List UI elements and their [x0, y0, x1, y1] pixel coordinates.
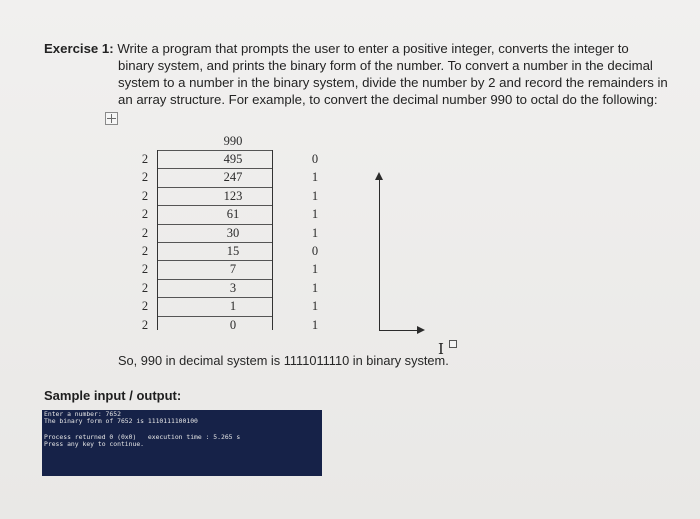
conclusion-text: So, 990 in decimal system is 1111011110 in binary system.: [118, 353, 449, 368]
quotient: 3: [229, 280, 237, 295]
remainder: 1: [311, 225, 319, 240]
console-output: [42, 410, 322, 476]
division-rule: [157, 260, 273, 261]
remainder: 1: [311, 280, 319, 295]
console-line: Enter a number: 7652: [44, 410, 121, 418]
quotient: 7: [229, 262, 237, 277]
divisor: 2: [141, 244, 149, 258]
quotient: 0: [229, 317, 237, 332]
console-line: Press any key to continue.: [44, 440, 145, 449]
divisor: 2: [141, 188, 149, 203]
quotient: 247: [223, 170, 243, 185]
divider-mid: [272, 150, 273, 330]
divisor: 2: [141, 207, 149, 222]
quotient: 30: [226, 225, 240, 240]
division-rule: [157, 187, 273, 188]
exercise-line-4: an array structure. For example, to convert the decimal number 990 to octal do the following:: [118, 92, 658, 107]
remainder: 1: [311, 170, 319, 185]
arrow-shaft-horizontal: [379, 330, 419, 331]
divisor: 2: [141, 170, 149, 185]
right-arrow-icon: [417, 326, 425, 334]
quotient: 123: [223, 188, 243, 203]
divider-left: [157, 150, 158, 330]
quotient: 1: [229, 299, 237, 314]
exercise-line-1: Write a program that prompts the user to enter a positive integer, converts the integer to: [117, 41, 629, 56]
division-rule: [157, 150, 273, 151]
quotient: 15: [226, 244, 240, 258]
exercise-line-3: system to a number in the binary system, divide the number by 2 and record the remainders in: [118, 75, 668, 90]
remainder: 0: [311, 152, 319, 166]
exercise-label: Exercise 1:: [44, 41, 114, 56]
remainder: 1: [311, 299, 319, 314]
quotient: 61: [226, 207, 240, 222]
divisor: 2: [141, 225, 149, 240]
console-line: Process returned 0 (0x0) execution time : 5.265 s: [44, 432, 241, 441]
arrow-shaft-vertical: [379, 178, 380, 330]
division-rule: [157, 316, 273, 317]
resize-handle-icon[interactable]: [449, 340, 457, 348]
remainder: 1: [311, 207, 319, 222]
division-rule: [157, 168, 273, 169]
division-rule: [157, 205, 273, 206]
dividend: 990: [223, 134, 243, 148]
division-rule: [157, 297, 273, 298]
division-rule: [157, 242, 273, 243]
divisor: 2: [141, 152, 149, 166]
remainder: 1: [311, 188, 319, 203]
text-cursor-icon: I: [438, 340, 444, 358]
sample-title: Sample input / output:: [44, 388, 182, 403]
divisor: 2: [141, 317, 149, 332]
divisor: 2: [141, 299, 149, 314]
divisor: 2: [141, 262, 149, 277]
exercise-first-line: [44, 40, 694, 57]
division-rule: [157, 224, 273, 225]
remainder: 1: [311, 262, 319, 277]
move-handle-icon[interactable]: [105, 112, 118, 125]
division-rule: [157, 279, 273, 280]
divisor: 2: [141, 280, 149, 295]
exercise-line-2: binary system, and prints the binary form of the number. To convert a number in the decimal: [118, 58, 653, 73]
remainder: 0: [311, 244, 319, 258]
console-line: The binary form of 7652 is 1110111100100: [44, 417, 198, 426]
quotient: 495: [223, 152, 243, 166]
exercise-text: [44, 40, 694, 108]
remainder: 1: [311, 317, 319, 332]
